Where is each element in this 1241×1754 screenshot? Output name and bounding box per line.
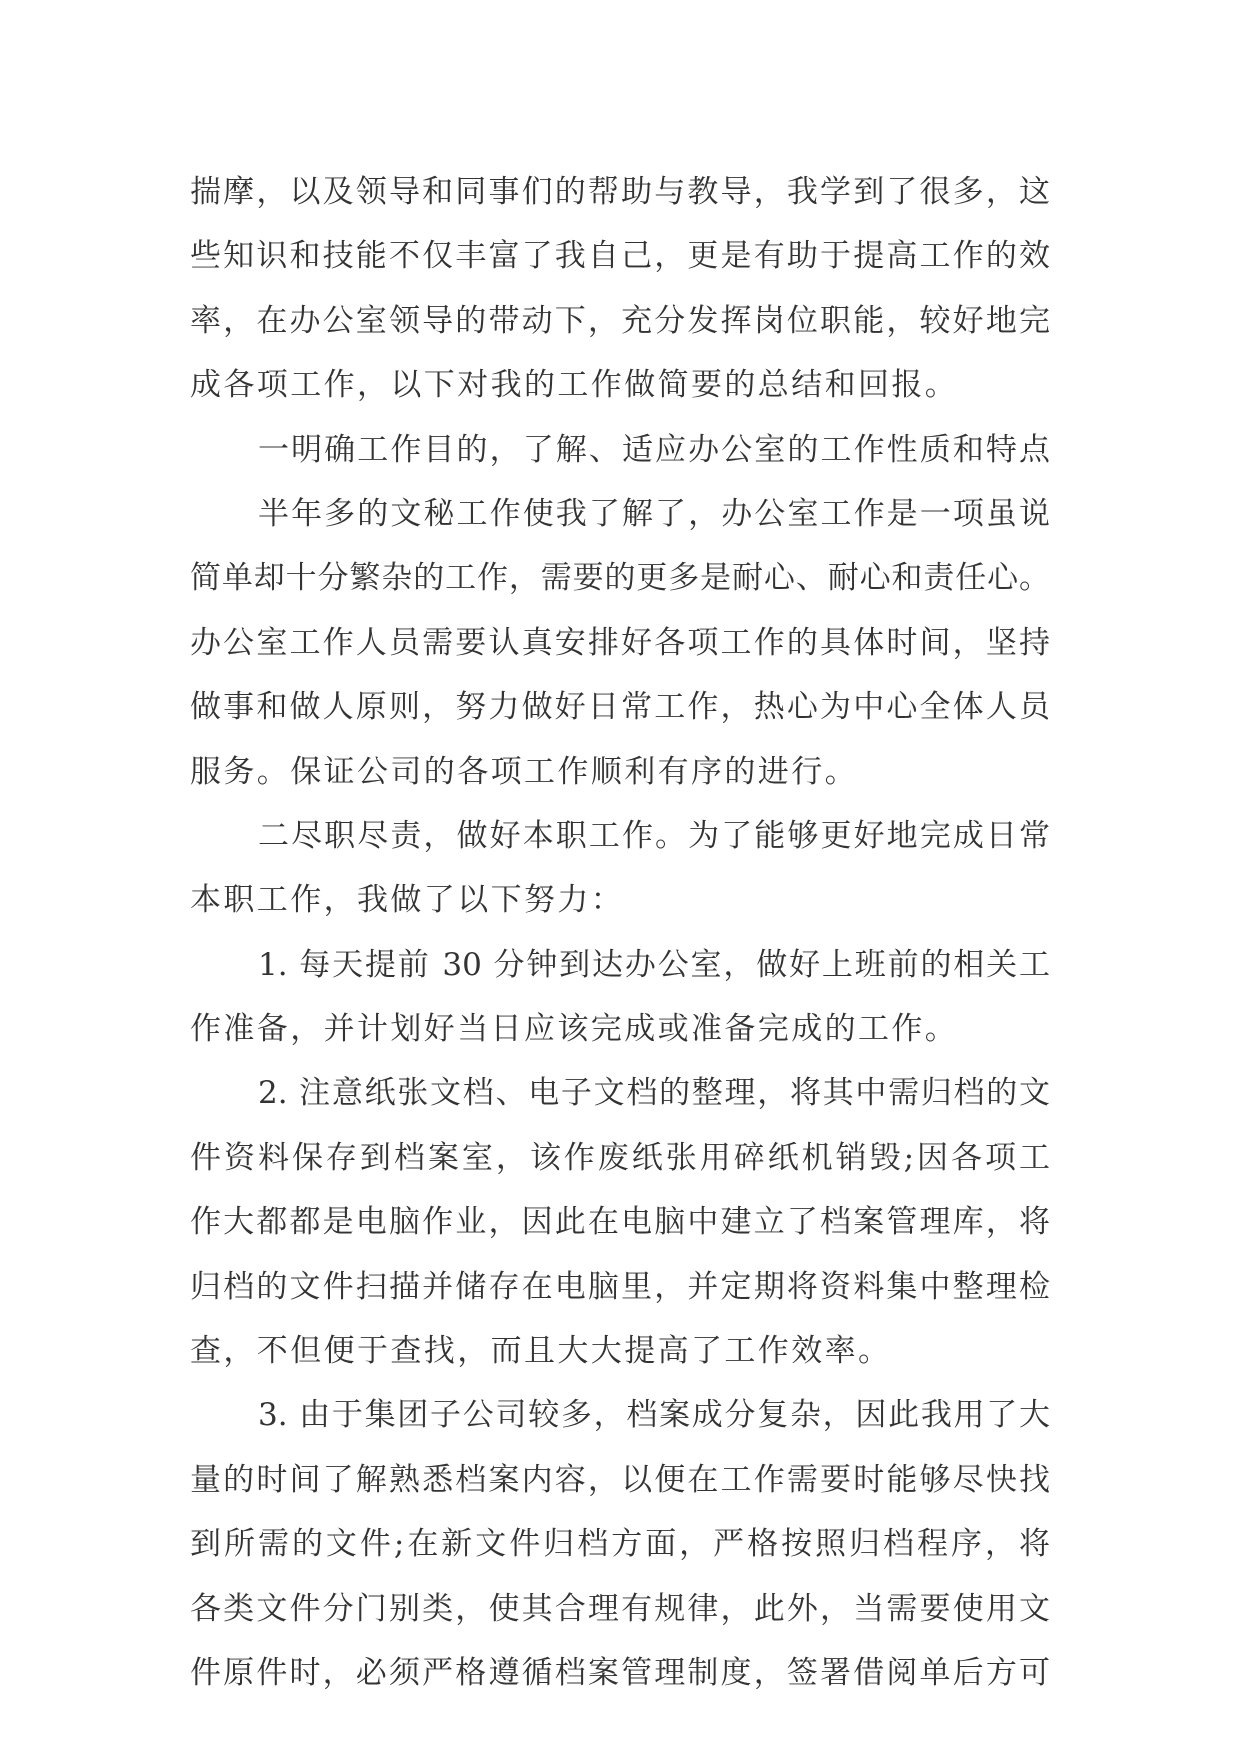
text-line: 办公室工作人员需要认真安排好各项工作的具体时间，坚持 [190,624,1050,661]
text-line: 3. 由于集团子公司较多，档案成分复杂，因此我用了大 [258,1397,1050,1434]
text-line: 揣摩，以及领导和同事们的帮助与教导，我学到了很多，这 [190,174,1050,210]
text-line: 件资料保存到档案室，该作废纸张用碎纸机销毁;因各项工 [190,1139,1050,1176]
text-line: 二尽职尽责，做好本职工作。为了能够更好地完成日常 [258,817,1050,854]
text-line: 作大都都是电脑作业，因此在电脑中建立了档案管理库，将 [190,1204,1050,1241]
text-line: 1. 每天提前 30 分钟到达办公室，做好上班前的相关工 [258,946,1050,983]
text-line: 件原件时，必须严格遵循档案管理制度，签署借阅单后方可 [190,1654,1050,1691]
text-line: 2. 注意纸张文档、电子文档的整理，将其中需归档的文 [258,1075,1050,1112]
text-line: 归档的文件扫描并储存在电脑里，并定期将资料集中整理检 [190,1268,1050,1305]
text-line: 率，在办公室领导的带动下，充分发挥岗位职能，较好地完 [190,302,1050,339]
document-body [190,160,1050,1705]
text-line: 简单却十分繁杂的工作，需要的更多是耐心、耐心和责任心。 [190,560,1050,597]
text-line: 作准备，并计划好当日应该完成或准备完成的工作。 [190,1011,959,1048]
text-line: 量的时间了解熟悉档案内容，以便在工作需要时能够尽快找 [190,1461,1050,1498]
text-line: 些知识和技能不仅丰富了我自己，更是有助于提高工作的效 [190,238,1050,275]
text-line: 本职工作，我做了以下努力： [190,882,625,919]
text-line: 成各项工作，以下对我的工作做简要的总结和回报。 [190,367,959,404]
text-line: 做事和做人原则，努力做好日常工作，热心为中心全体人员 [190,689,1050,726]
text-line: 一明确工作目的，了解、适应办公室的工作性质和特点 [258,431,1050,468]
text-line: 查，不但便于查找，而且大大提高了工作效率。 [190,1333,892,1370]
text-line: 各类文件分门别类，使其合理有规律，此外，当需要使用文 [190,1590,1050,1627]
text-line: 半年多的文秘工作使我了解了，办公室工作是一项虽说 [258,495,1050,532]
text-line: 到所需的文件;在新文件归档方面，严格按照归档程序，将 [190,1526,1050,1563]
text-line: 服务。保证公司的各项工作顺利有序的进行。 [190,753,858,790]
